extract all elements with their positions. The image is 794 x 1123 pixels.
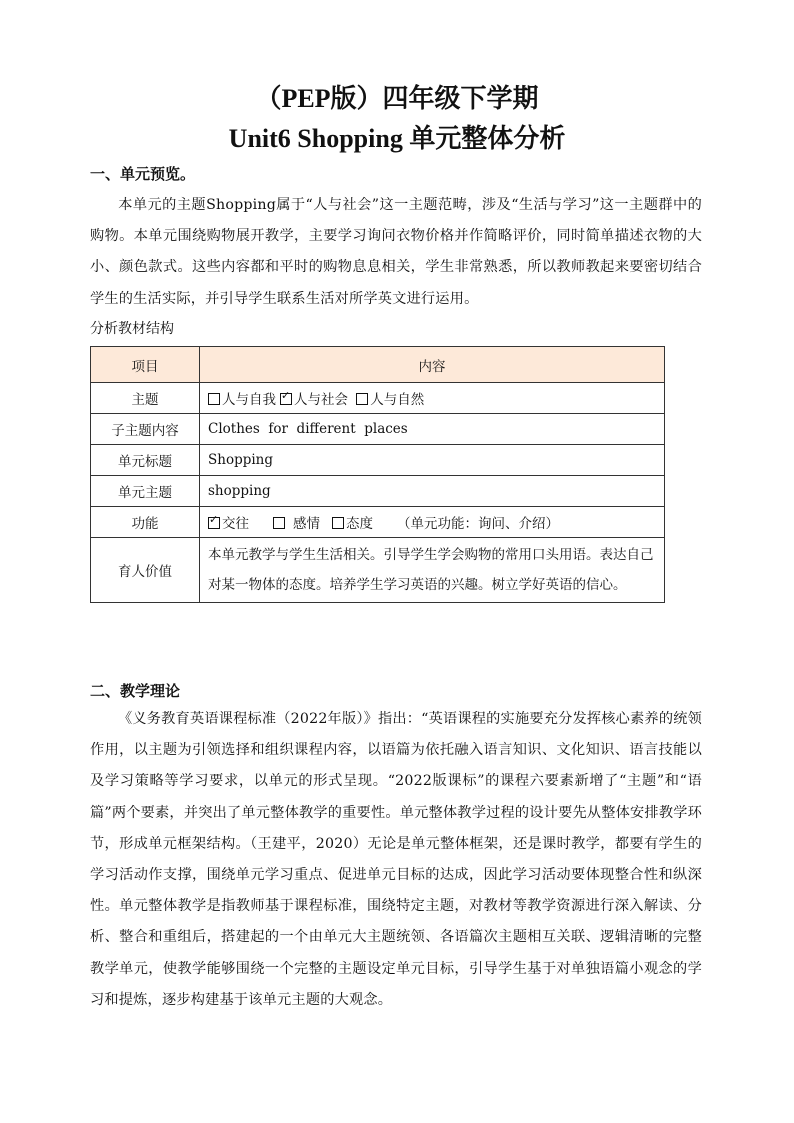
option-emotion: 感情 bbox=[293, 516, 320, 532]
section2-paragraph-text: 《义务教育英语课程标准（2022年版）》指出：“英语课程的实施要充分发挥核心素养的统领作用，以主题为引领选择和组织课程内容，以语篇为依托融入语言知识、文化知识、语言技能以及学习策略等学习要求，以单元的形式呈现。“2022版课标”的课程六要素新增了“主题”和“语篇”两个要素，并突出了单元整体教学的重要性。单元整体教学过程的设计要先从整体安排教学环节，形成单元框架结构。（王建平，2020）无论是单元整体框架，还是课时教学，都要有学生的学习活动作支撑，围绕单元学习重点、促进单元目标的达成，因此学习活动要体现整合性和纵深性。单元整体教学是指教师基于课程标准，围绕特定主题，对教材等教学资源进行深入解读、分析、整合和重组后，搭建起的一个由单元大主题统领、各语篇次主题相互关联、逻辑清晰的完整教学单元，使教学能够围绕一个完整的主题设定单元目标，引导学生基于对单独语篇小观念的学习和提炼，逐步构建基于该单元主题的大观念。 bbox=[90, 711, 702, 1008]
table-row-value bbox=[91, 538, 665, 603]
checkbox-nature bbox=[356, 393, 368, 405]
section1-paragraph-text: 本单元的主题Shopping属于“人与社会”这一主题范畴，涉及“生活与学习”这一主题群中的购物。本单元围绕购物展开教学，主要学习询问衣物价格并作简略评价，同时简单描述衣物的大小、颜色款式。这些内容都和平时的购物息息相关，学生非常熟悉，所以教师教起来要密切结合学生的生活实际，并引导学生联系生活对所学英文进行运用。 bbox=[90, 197, 702, 307]
table-row-unit-title bbox=[91, 445, 665, 476]
analysis-table bbox=[90, 346, 665, 603]
checkbox-attitude bbox=[332, 517, 344, 529]
table-caption: 分析教材结构 bbox=[90, 321, 174, 337]
checkbox-emotion bbox=[273, 517, 285, 529]
unit-theme-value: shopping bbox=[200, 476, 665, 507]
subtheme-value: Clothes for different places bbox=[200, 414, 665, 445]
header-content: 内容 bbox=[200, 347, 665, 383]
option-society: 人与社会 bbox=[294, 392, 348, 408]
option-attitude: 态度 bbox=[346, 516, 373, 532]
option-communication: 交往 bbox=[222, 516, 249, 532]
checkbox-communication bbox=[208, 517, 220, 529]
table-row-function bbox=[91, 507, 665, 538]
header-item: 项目 bbox=[91, 347, 200, 383]
table-row-unit-theme bbox=[91, 476, 665, 507]
checkbox-society bbox=[280, 393, 292, 405]
unit-title-label: 单元标题 bbox=[91, 445, 200, 476]
section1-heading: 一、单元预览。 bbox=[90, 165, 196, 183]
subtheme-label: 子主题内容 bbox=[91, 414, 200, 445]
function-label: 功能 bbox=[91, 507, 200, 538]
value-text: 本单元教学与学生生活相关。引导学生学会购物的常用口头用语。表达自己对某一物体的态度。培养学生学习英语的兴趣。树立学好英语的信心。 bbox=[200, 538, 665, 603]
section2-heading: 二、教学理论 bbox=[90, 682, 181, 700]
unit-theme-label: 单元主题 bbox=[91, 476, 200, 507]
section1-paragraph bbox=[90, 190, 702, 315]
option-self: 人与自我 bbox=[222, 392, 276, 408]
document-title-line2: Unit6 Shopping 单元整体分析 bbox=[228, 124, 566, 153]
table-row-subtheme bbox=[91, 414, 665, 445]
document-title-line1: （PEP版）四年级下学期 bbox=[255, 84, 539, 113]
checkbox-self bbox=[208, 393, 220, 405]
option-nature: 人与自然 bbox=[370, 392, 425, 408]
function-options bbox=[200, 507, 665, 538]
theme-label: 主题 bbox=[91, 383, 200, 414]
unit-title-value: Shopping bbox=[200, 445, 665, 476]
function-note: （单元功能：询问、介绍） bbox=[397, 516, 559, 532]
theme-options bbox=[200, 383, 665, 414]
section2-paragraph bbox=[90, 704, 702, 1016]
value-label: 育人价值 bbox=[91, 538, 200, 603]
table-row-theme bbox=[91, 383, 665, 414]
table-header-row bbox=[91, 347, 665, 383]
